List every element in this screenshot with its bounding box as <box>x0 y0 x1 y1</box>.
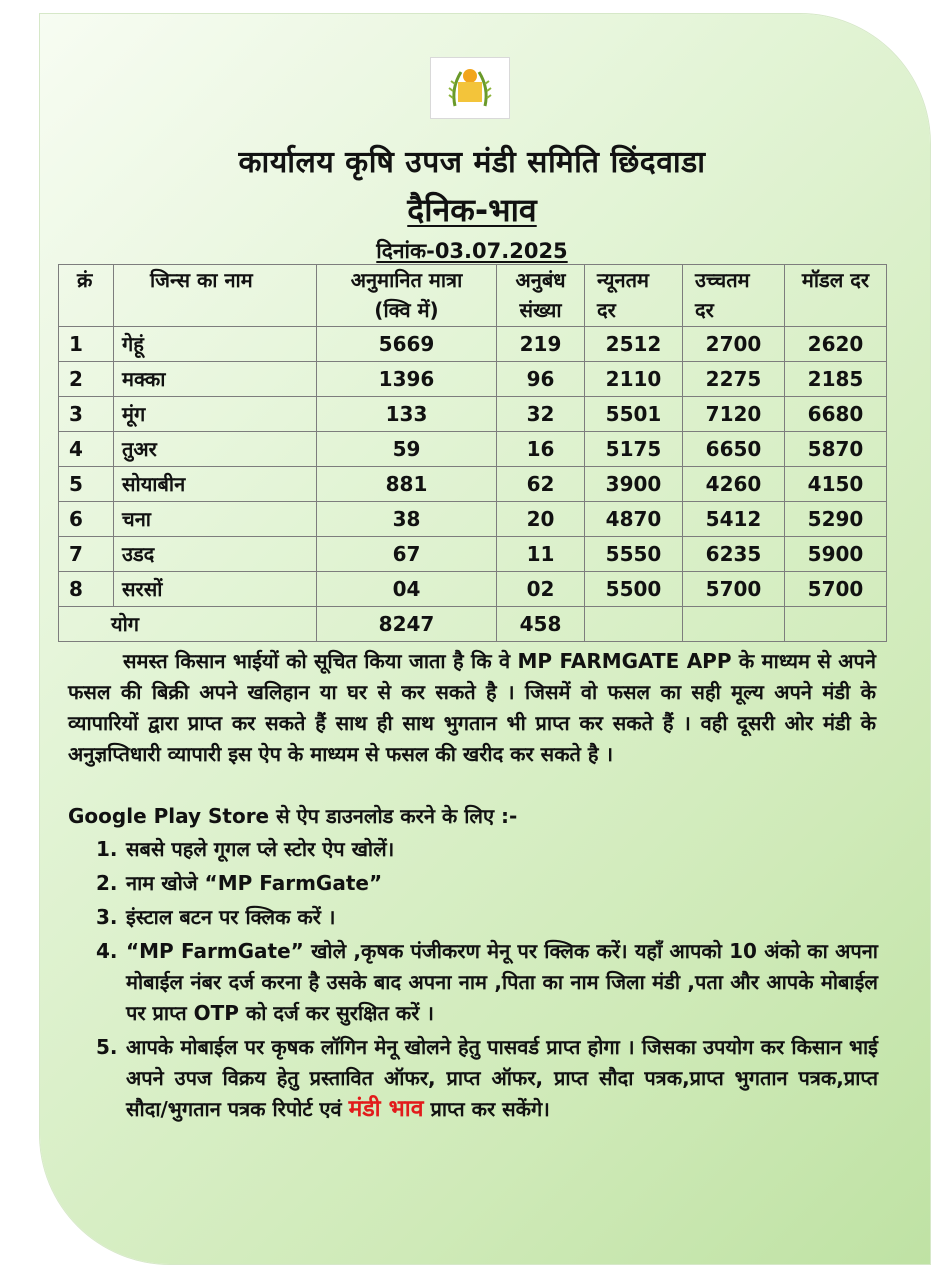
step-text: इंस्टाल बटन पर क्लिक करें । <box>126 905 336 929</box>
table-row <box>59 432 887 467</box>
cell-max-rate: 6650 <box>683 432 785 467</box>
cell-commodity: मूंग <box>114 397 317 432</box>
cell-sno: 6 <box>59 502 114 537</box>
header-contracts-line2: संख्या <box>519 298 562 322</box>
step-number: 3. <box>96 905 118 929</box>
header-quantity-line2: (क्वि में) <box>374 298 439 322</box>
cell-quantity: 38 <box>317 502 497 537</box>
table-header-row <box>59 265 887 327</box>
cell-commodity: मक्का <box>114 362 317 397</box>
cell-quantity: 133 <box>317 397 497 432</box>
cell-min-rate: 4870 <box>585 502 683 537</box>
cell-commodity: चना <box>114 502 317 537</box>
cell-quantity: 04 <box>317 572 497 607</box>
cell-contracts: 20 <box>497 502 585 537</box>
cell-model-rate: 6680 <box>785 397 887 432</box>
daily-rates-heading: दैनिक-भाव <box>407 191 537 229</box>
cell-min-rate: 2110 <box>585 362 683 397</box>
cell-contracts: 16 <box>497 432 585 467</box>
table-row <box>59 397 887 432</box>
header-contracts-line1: अनुबंध <box>515 268 566 292</box>
empty-cell <box>683 607 785 642</box>
cell-sno: 1 <box>59 327 114 362</box>
header-min-line1: न्यूनतम <box>597 268 649 292</box>
total-label: योग <box>59 607 317 642</box>
cell-commodity: सरसों <box>114 572 317 607</box>
report-date <box>0 237 944 265</box>
cell-quantity: 67 <box>317 537 497 572</box>
cell-min-rate: 5500 <box>585 572 683 607</box>
download-instructions-heading: Google Play Store से ऐप डाउनलोड करने के लिए :- <box>68 804 518 828</box>
cell-min-rate: 5501 <box>585 397 683 432</box>
cell-commodity: गेहूं <box>114 327 317 362</box>
cell-sno: 3 <box>59 397 114 432</box>
header-quantity <box>317 265 497 327</box>
total-quantity: 8247 <box>317 607 497 642</box>
cell-max-rate: 2700 <box>683 327 785 362</box>
cell-contracts: 62 <box>497 467 585 502</box>
header-max-rate <box>683 265 785 327</box>
cell-model-rate: 2620 <box>785 327 887 362</box>
cell-min-rate: 3900 <box>585 467 683 502</box>
table-total-row <box>59 607 887 642</box>
total-contracts: 458 <box>497 607 585 642</box>
header-min-line2: दर <box>597 298 616 322</box>
cell-min-rate: 5550 <box>585 537 683 572</box>
cell-model-rate: 2185 <box>785 362 887 397</box>
list-item <box>96 868 878 899</box>
header-max-line2: दर <box>695 298 714 322</box>
step-number: 5. <box>96 1035 118 1059</box>
list-item <box>96 834 878 865</box>
cell-contracts: 96 <box>497 362 585 397</box>
cell-model-rate: 5900 <box>785 537 887 572</box>
cell-sno: 8 <box>59 572 114 607</box>
cell-contracts: 02 <box>497 572 585 607</box>
cell-min-rate: 2512 <box>585 327 683 362</box>
cell-commodity: सोयाबीन <box>114 467 317 502</box>
cell-model-rate: 5290 <box>785 502 887 537</box>
cell-commodity: तुअर <box>114 432 317 467</box>
step-number: 2. <box>96 871 118 895</box>
cell-max-rate: 7120 <box>683 397 785 432</box>
page-title <box>0 188 944 231</box>
cell-max-rate: 6235 <box>683 537 785 572</box>
cell-max-rate: 4260 <box>683 467 785 502</box>
cell-contracts: 219 <box>497 327 585 362</box>
header-max-line1: उच्चतम <box>695 268 750 292</box>
header-sno: क्रं <box>59 265 114 327</box>
header-contracts <box>497 265 585 327</box>
cell-max-rate: 5412 <box>683 502 785 537</box>
step-number: 1. <box>96 837 118 861</box>
table-row <box>59 327 887 362</box>
farmgate-notice-paragraph <box>68 646 876 770</box>
step-number: 4. <box>96 939 118 963</box>
cell-model-rate: 4150 <box>785 467 887 502</box>
cell-quantity: 881 <box>317 467 497 502</box>
empty-cell <box>585 607 683 642</box>
table-row <box>59 537 887 572</box>
cell-sno: 2 <box>59 362 114 397</box>
step-text-tail: प्राप्त कर सकेंगे। <box>430 1097 550 1121</box>
cell-contracts: 32 <box>497 397 585 432</box>
table-row <box>59 362 887 397</box>
cell-max-rate: 2275 <box>683 362 785 397</box>
list-item <box>96 902 878 933</box>
cell-quantity: 1396 <box>317 362 497 397</box>
cell-sno: 7 <box>59 537 114 572</box>
cell-min-rate: 5175 <box>585 432 683 467</box>
cell-quantity: 5669 <box>317 327 497 362</box>
cell-sno: 4 <box>59 432 114 467</box>
cell-max-rate: 5700 <box>683 572 785 607</box>
table-row <box>59 502 887 537</box>
cell-sno: 5 <box>59 467 114 502</box>
date-text: दिनांक-03.07.2025 <box>376 239 568 263</box>
empty-cell <box>785 607 887 642</box>
header-quantity-line1: अनुमानित मात्रा <box>350 268 463 292</box>
list-item <box>96 936 878 1029</box>
table-row <box>59 467 887 502</box>
kisan-samachar-logo <box>430 57 510 119</box>
cell-quantity: 59 <box>317 432 497 467</box>
cell-model-rate: 5700 <box>785 572 887 607</box>
header-min-rate <box>585 265 683 327</box>
cell-commodity: उडद <box>114 537 317 572</box>
cell-model-rate: 5870 <box>785 432 887 467</box>
step-text: “MP FarmGate” खोले ,कृषक पंजीकरण मेनू पर क्लिक करें। यहाँ आपको 10 अंको का अपना मोबाईल नंबर दर्ज करना है उसके बाद अपना नाम ,पिता का नाम जिला मंडी ,पता और आपके मोबाईल पर प्राप्त OTP को दर्ज कर सुरक्षित करें । <box>126 939 878 1025</box>
header-commodity: जिन्स का नाम <box>114 265 317 327</box>
cell-contracts: 11 <box>497 537 585 572</box>
table-row <box>59 572 887 607</box>
download-steps-list <box>96 834 878 1128</box>
step-text: नाम खोजे “MP FarmGate” <box>126 871 383 895</box>
office-title: कार्यालय कृषि उपज मंडी समिति छिंदवाडा <box>238 145 706 180</box>
list-item <box>96 1032 878 1125</box>
mandi-bhav-highlight: मंडी भाव <box>348 1096 424 1122</box>
notice-text: समस्त किसान भाईयों को सूचित किया जाता है कि वे MP FARMGATE APP के माध्यम से अपने फसल की बिक्री अपने खलिहान या घर से कर सकते है । जिसमें वो फसल का सही मूल्य अपने मंडी के व्यापारियों द्वारा प्राप्त कर सकते हैं साथ ही साथ भुगतान भी प्राप्त कर सकते हैं । वही दूसरी ओर मंडी के अनुज्ञप्तिधारी व्यापारी इस ऐप के माध्यम से फसल की खरीद कर सकते है । <box>68 649 876 766</box>
step-text: सबसे पहले गूगल प्ले स्टोर ऐप खोलें। <box>126 837 395 861</box>
step-text: आपके मोबाईल पर कृषक लॉगिन मेनू खोलने हेतु पासवर्ड प्राप्त होगा । जिसका उपयोग कर किसान भाई अपने उपज विक्रय हेतु प्रस्तावित ऑफर, प्राप्त ऑफर, प्राप्त सौदा पत्रक,प्राप्त भुगतान पत्रक,प्राप्त सौदा/भुगतान पत्रक रिपोर्ट एवं <box>126 1035 878 1121</box>
mandi-rates-table <box>58 264 887 642</box>
header-model-rate: मॉडल दर <box>785 265 887 327</box>
